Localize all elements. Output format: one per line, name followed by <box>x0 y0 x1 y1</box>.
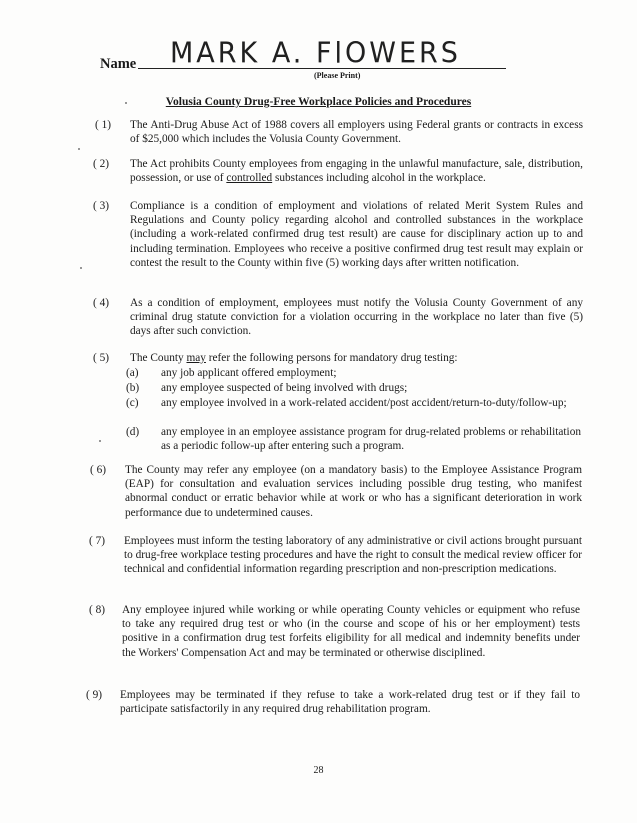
handwritten-name: MARK A. FlOWERS <box>170 37 461 70</box>
subitem-label: (d) <box>126 426 140 438</box>
policy-item-7: Employees must inform the testing laboratory of any administrative or civil actions brought pursuant to drug-free workplace testing procedures and have the right to consult the medical review officer for technical and confidential information regarding prescription and non-prescription medications. <box>124 535 582 576</box>
policy-item-9: Employees may be terminated if they refuse to take a work-related drug test or if they fail to participate satisfactorily in any required drug rehabilitation program. <box>120 689 580 716</box>
item-number: ( 4) <box>93 297 109 309</box>
document-title-text: Volusia County Drug-Free Workplace Policies and Procedures <box>165 96 472 108</box>
policy-item-4: As a condition of employment, employees must notify the Volusia County Government of any criminal drug statute conviction for a violation occurring in the workplace no later than five (5) days after such conviction. <box>130 297 583 338</box>
subitem-a <box>126 366 581 381</box>
document-title <box>0 96 637 108</box>
item-number: ( 2) <box>93 158 109 170</box>
item-5-text-b: refer the following persons for mandatory drug testing: <box>205 352 458 364</box>
name-label: Name <box>100 56 137 72</box>
subitem-text: any employee involved in a work-related accident/post accident/return-to-duty/follow-up; <box>161 397 567 409</box>
subitem-text: any employee suspected of being involved with drugs; <box>161 382 408 394</box>
policy-item-2 <box>130 157 583 185</box>
name-field-row <box>100 37 510 84</box>
item-2-text-b: substances including alcohol in the workplace. <box>272 172 486 185</box>
scan-speck <box>99 440 101 442</box>
subitem-b <box>126 381 581 396</box>
policy-item-3: Compliance is a condition of employment and violations of related Merit System Rules and Regulations and County policy regarding alcohol and controlled substances in the workplace (including a work-related confirmed drug test result) are cause for disciplinary action up to and including termination. Employees who receive a positive confirmed drug test result may explain or contest the result to the County within five (5) working days after written notification. <box>130 200 583 269</box>
item-number: ( 8) <box>89 604 105 616</box>
policy-item-1: The Anti-Drug Abuse Act of 1988 covers all employers using Federal grants or contracts in excess of $25,000 which includes the Volusia County Government. <box>130 119 583 146</box>
please-print-note: (Please Print) <box>314 71 361 80</box>
scan-speck <box>78 148 80 150</box>
policy-item-8: Any employee injured while working or while operating County vehicles or equipment who refuse to take any required drug test or who (in the course and scope of his or her employment) tests positive in a confirmation drug test forfeits eligibility for all medical and indemnity benefits under the Workers' Compensation Act and may be terminated or otherwise disciplined. <box>122 604 580 659</box>
subitem-label: (b) <box>126 382 140 394</box>
item-number: ( 6) <box>90 464 106 476</box>
subitem-label: (c) <box>126 397 139 409</box>
item-5-underlined-word: may <box>186 352 206 364</box>
item-5-text-a: The County <box>130 352 187 364</box>
item-number: ( 1) <box>95 119 111 131</box>
policy-item-5 <box>130 351 583 365</box>
subitem-label: (a) <box>126 367 139 379</box>
scan-speck <box>125 102 127 104</box>
subitem-d <box>126 425 581 455</box>
item-number: ( 5) <box>93 352 109 364</box>
item-2-text-a: The Act prohibits County employees from engaging in the unlawful manufacture, sale, distribution, possession, or use of <box>130 158 583 185</box>
subitem-c <box>126 396 581 426</box>
subitem-text: any job applicant offered employment; <box>161 367 337 379</box>
page-number: 28 <box>313 765 324 776</box>
policy-item-6: The County may refer any employee (on a mandatory basis) to the Employee Assistance Program (EAP) for consultation and evaluation services including possible drug testing, who manifest abnormal conduct or erratic behavior while at work or who has a significant deterioration in work performance due to undetermined causes. <box>125 464 582 519</box>
item-2-underlined-word: controlled <box>226 172 273 185</box>
item-number: ( 9) <box>86 689 102 701</box>
scan-speck <box>80 267 82 269</box>
item-number: ( 7) <box>89 535 105 547</box>
subitem-text: any employee in an employee assistance program for drug-related problems or rehabilitation as a periodic follow-up after entering such a program. <box>161 426 581 453</box>
item-number: ( 3) <box>93 200 109 212</box>
